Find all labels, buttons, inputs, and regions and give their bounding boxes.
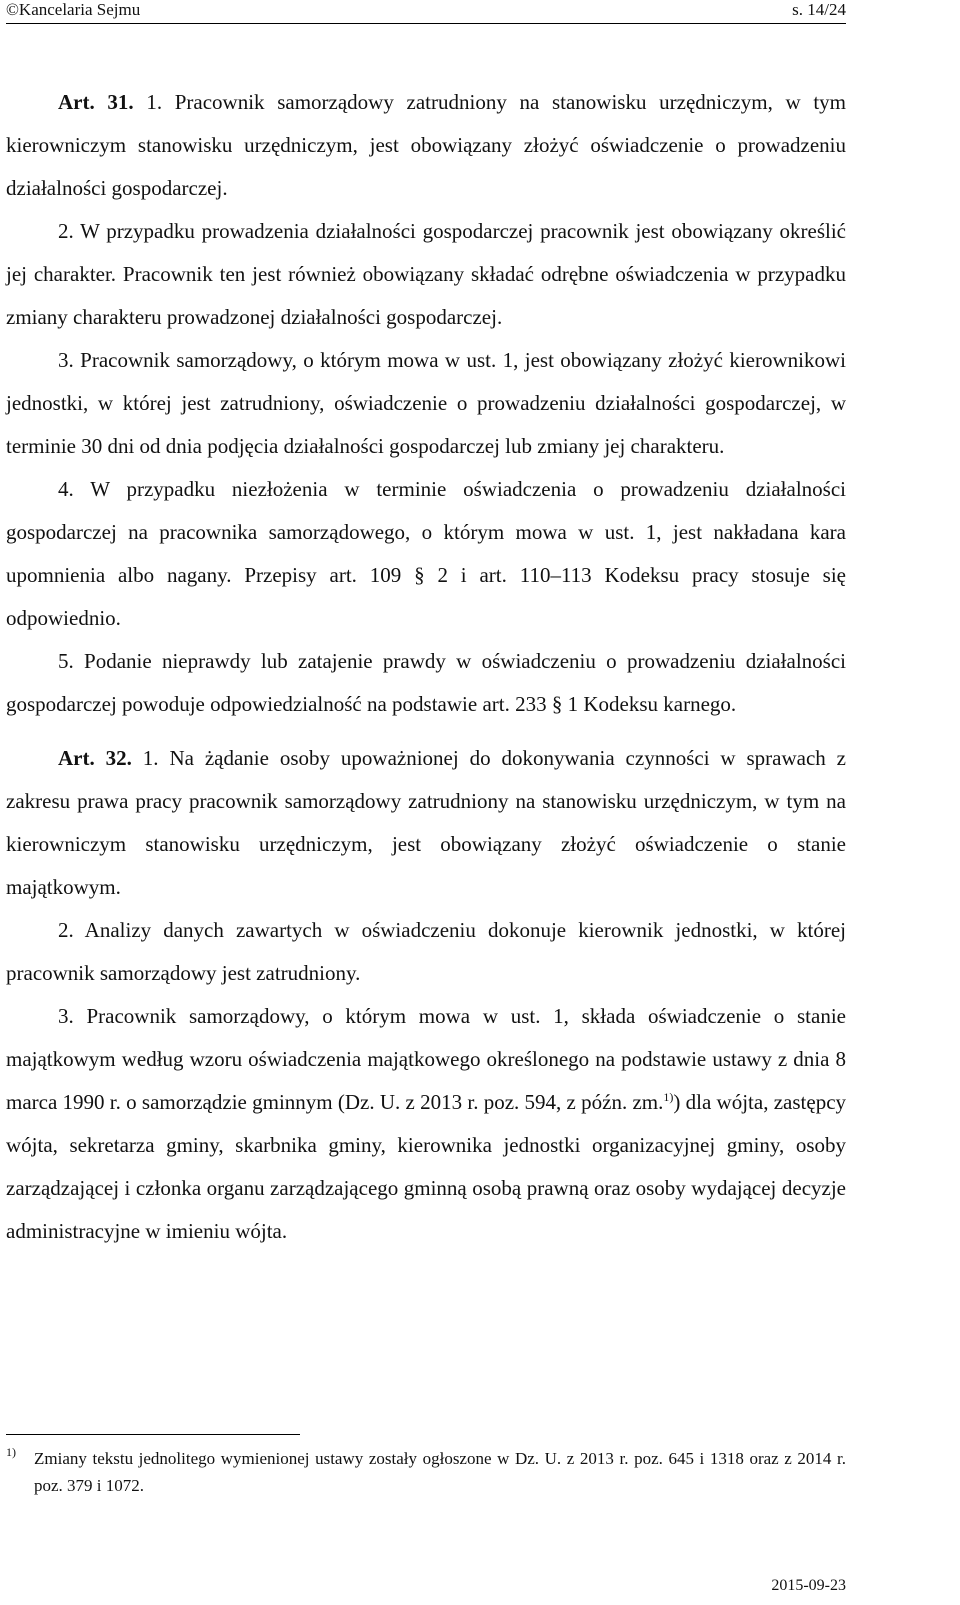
page-number: s. 14/24: [792, 0, 846, 19]
footnote-text: Zmiany tekstu jednolitego wymienionej ustawy zostały ogłoszone w Dz. U. z 2013 r. poz. 645 i 1318 oraz z 2014 r. poz. 379 i 1072.: [34, 1449, 846, 1495]
art31-paragraph-1: Art. 31. 1. Pracownik samorządowy zatrudniony na stanowisku urzędniczym, w tym kierowniczym stanowisku urzędniczym, jest obowiązany złożyć oświadczenie o prowadzeniu działalności gospodarczej.: [6, 90, 846, 200]
art31-paragraph-3: 3. Pracownik samorządowy, o którym mowa w ust. 1, jest obowiązany złożyć kierownikowi jednostki, w której jest zatrudniony, oświadczenie o prowadzeniu działalności gospodarczej, w terminie 30 dni od dnia podjęcia działalności gospodarczej lub zmiany jej charakteru.: [6, 348, 846, 458]
footer-date: 2015-09-23: [771, 1577, 846, 1594]
art31-paragraph-2: 2. W przypadku prowadzenia działalności gospodarczej pracownik jest obowiązany określić jej charakter. Pracownik ten jest również obowiązany składać odrębne oświadczenia w przypadku zmiany charakteru prowadzonej działalności gospodarczej.: [6, 219, 846, 329]
article-label: Art. 31.: [58, 90, 134, 114]
art32-paragraph-3: 3. Pracownik samorządowy, o którym mowa w ust. 1, składa oświadczenie o stanie majątkowym według wzoru oświadczenia majątkowego określonego na podstawie ustawy z dnia 8 marca 1990 r. o samorządzie gminnym (Dz. U. z 2013 r. poz. 594, z późn. zm.$^{1)}$) dla wójta, zastępcy wójta, sekretarza gminy, skarbnika gminy, kierownika jednostki organizacyjnej gminy, osoby zarządzającej i członka organu zarządzającego gminną osobą prawną oraz osoby wydającej decyzje administracyjne w imieniu wójta.: [6, 1004, 847, 1243]
footnote-mark: 1): [6, 1445, 16, 1459]
header-source: ©Kancelaria Sejmu: [6, 0, 141, 19]
art32-paragraph-2: 2. Analizy danych zawartych w oświadczeniu dokonuje kierownik jednostki, w której pracownik samorządowy jest zatrudniony.: [6, 918, 846, 985]
footnote-divider: [6, 1434, 300, 1435]
document-body: [6, 81, 846, 1253]
art32-paragraph-1: Art. 32. 1. Na żądanie osoby upoważnionej do dokonywania czynności w sprawach z zakresu prawa pracy pracownik samorządowy zatrudniony na stanowisku urzędniczym, w tym na kierowniczym stanowisku urzędniczym, jest obowiązany złożyć oświadczenie o stanie majątkowym.: [6, 746, 847, 899]
art31-paragraph-5: 5. Podanie nieprawdy lub zatajenie prawdy w oświadczeniu o prowadzeniu działalności gospodarczej powoduje odpowiedzialność na podstawie art. 233 § 1 Kodeksu karnego.: [6, 649, 846, 716]
footnote: [6, 1445, 846, 1499]
art31-paragraph-4: 4. W przypadku niezłożenia w terminie oświadczenia o prowadzeniu działalności gospodarczej na pracownika samorządowego, o którym mowa w ust. 1, jest nakładana kara upomnienia albo nagany. Przepisy art. 109 § 2 i art. 110–113 Kodeksu pracy stosuje się odpowiednio.: [6, 477, 846, 630]
page-header: [6, 0, 846, 24]
article-label: Art. 32.: [58, 746, 132, 770]
footnote-reference: 1): [663, 1090, 674, 1104]
